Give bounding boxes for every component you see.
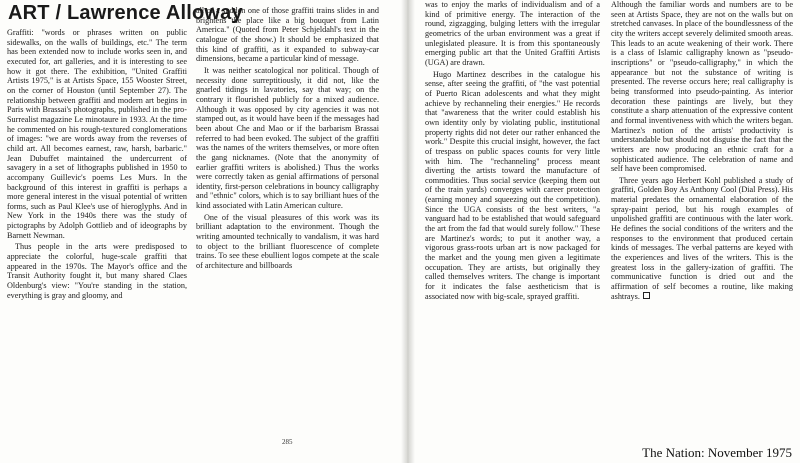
column-3 bbox=[425, 0, 600, 455]
column-4 bbox=[611, 0, 793, 430]
source-caption: The Nation: November 1975 bbox=[642, 445, 792, 460]
page-number: 285 bbox=[282, 438, 293, 446]
paragraph: was to enjoy the marks of individualism and of a kind of primitive energy. The interaction of the round, zigzagging, bulging letters with the irregular geometrics of the urban environment was a great if unlegislated pleasure. It is from this spontaneously emerging public art that the United Graffiti Artists (UGA) are drawn. bbox=[425, 0, 600, 67]
paragraph: Thus people in the arts were predisposed to appreciate the colorful, huge-scale graffiti that appeared in the 1970s. The Mayor's office and the Transit Authority fought it, but many shared Claes Oldenburg's view: "You're standing in the station, everything is gray and gloomy, and bbox=[7, 242, 187, 300]
paragraph: Graffiti: "words or phrases written on public sidewalks, on the walls of buildings, etc." The term has been extended now to include works seen in, and executed for, art galleries, and it is interesting to see how it got there. The exhibition, "United Graffiti Artists 1975," is at Artists Space, 155 Wooster Street, on the corner of Houston (until September 27). The relationship between graffiti and modern art begins in Paris with Brassai's photographs, published in the pro-Surrealist magazine Le minotaure in 1933. At the time he commented on his rough-textured conglomerations of images: "we are words away from the reverses of child art. All becomes earnest, raw, harsh, barbaric." Jean Dubuffet maintained the undercurrent of savagery in a set of lithographs published in 1950 to accompany Guillevic's poems Les Murs. In the background of this interest in graffiti is perhaps a more general interest in the visual potential of written forms, such as Paul Klee's use of hieroglyphs. And in New York in the 1940s there was the study of pictographs by Adolph Gottlieb and of ideographs by Barnett Newman. bbox=[7, 28, 187, 240]
column-1 bbox=[7, 28, 187, 454]
paragraph: Hugo Martinez describes in the catalogue his sense, after seeing the graffiti, of "the vast potential of Puerto Rican adolescents and what they might achieve by rechanneling their energies." He records that "awareness that the writer could establish his own identity only by violating public, institutional property rights did not deter our rather enhanced the work." Despite this crucial insight, however, the fact of trespass on public spaces counts for very little with him. The "rechanneling" process meant diverting the artists toward the manufacture of commodities. Thus social service (keeping them out of the train yards) converges with career protection (earning money and squeezing out the competition). Since the UGA consists of the best writers, "a vanguard had to be established that would safeguard the art from the fad that would surely follow." These are Martinez's words; to put it another way, a vigorous grass-roots urban art is now packaged for the market and the young men given a legitimate occupation. They are artists, but originally they called themselves writers. The change is important for it indicates the false aestheticism that is associated now with big-scale, sprayed graffiti. bbox=[425, 69, 600, 301]
end-of-article-icon bbox=[643, 292, 650, 299]
page-gutter bbox=[401, 0, 415, 463]
paragraph bbox=[611, 176, 793, 302]
paragraph: all of a sudden one of those graffiti trains slides in and brightens the place like a big bouquet from Latin America." (Quoted from Peter Schjeldahl's text in the catalogue of the show.) It should be emphasized that this kind of graffiti, as it expanded to subway-car dimensions, became a particular kind of message. bbox=[196, 6, 379, 64]
paragraph: One of the visual pleasures of this work was its brilliant adaptation to the environment. Though the writing amounted technically to vandalism, it was hard to object to the brilliant fluorescence of complete trains. To see these ebullient logos compete at the scale of architecture and billboards bbox=[196, 212, 379, 271]
column-2 bbox=[196, 6, 379, 434]
paragraph: It was neither scatological nor political. Though of necessity done surreptitiously, it did not, like the gnarled tidings in lavatories, say that way; on the contrary it flourished publicly for a mixed audience. Although it was opposed by city agencies it was not stamped out, as it would have been if the messages had been about Che and Mao or if the barbarism Brassai referred to had been evoked. The subject of the graffiti was the names of the writers themselves, or more often the gang nicknames. (Note that the anonymity of earlier graffiti writers is abolished.) Thus the works were correctly taken as genial affirmations of personal identity, first-person celebrations in bouncy calligraphy and "ethnic" colors, which is to say brilliant hues of the kind associated with Latin American culture. bbox=[196, 65, 379, 211]
article-title: ART / Lawrence Alloway bbox=[8, 2, 243, 24]
paragraph-text: Three years ago Herbert Kohl published a study of graffiti, Golden Boy As Anthony Cool (Dial Press). His material predates the ornamental elaboration of the spray-paint period, but his rough examples of unpolished graffiti are continuous with the later work. He defines the social conditions of the writers and the responses to the environment that produced certain kinds of messages. The verbal patterns are keyed with the experiences and lives of the writers. This is the greatest loss in the gallery-ization of graffiti. The communicative function is dried out and the affirmation of self becomes a routine, like making ashtrays. bbox=[611, 175, 793, 301]
paragraph: Although the familiar words and numbers are to be seen at Artists Space, they are not on the walls but on stretched canvases. In place of the boundlessness of the city the writers accept severely delimited smooth areas. This leads to an acute weakening of their work. There is a class of Islamic calligraphy known as "pseudo-inscriptions" or "pseudo-calligraphy," in which the appearance but not the substance of writing is presented. The reverse occurs here; real calligraphy is being transformed into pseudo-painting. As interior decoration these paintings are lively, but they constitute a sharp attenuation of the expressive content and formal inventiveness with which the writers began. Martinez's notion of the artists' productivity is understandable but should not disguise the fact that the writers are now producing an ethnic craft for a sophisticated audience. The celebration of name and self have been compromised. bbox=[611, 0, 793, 174]
